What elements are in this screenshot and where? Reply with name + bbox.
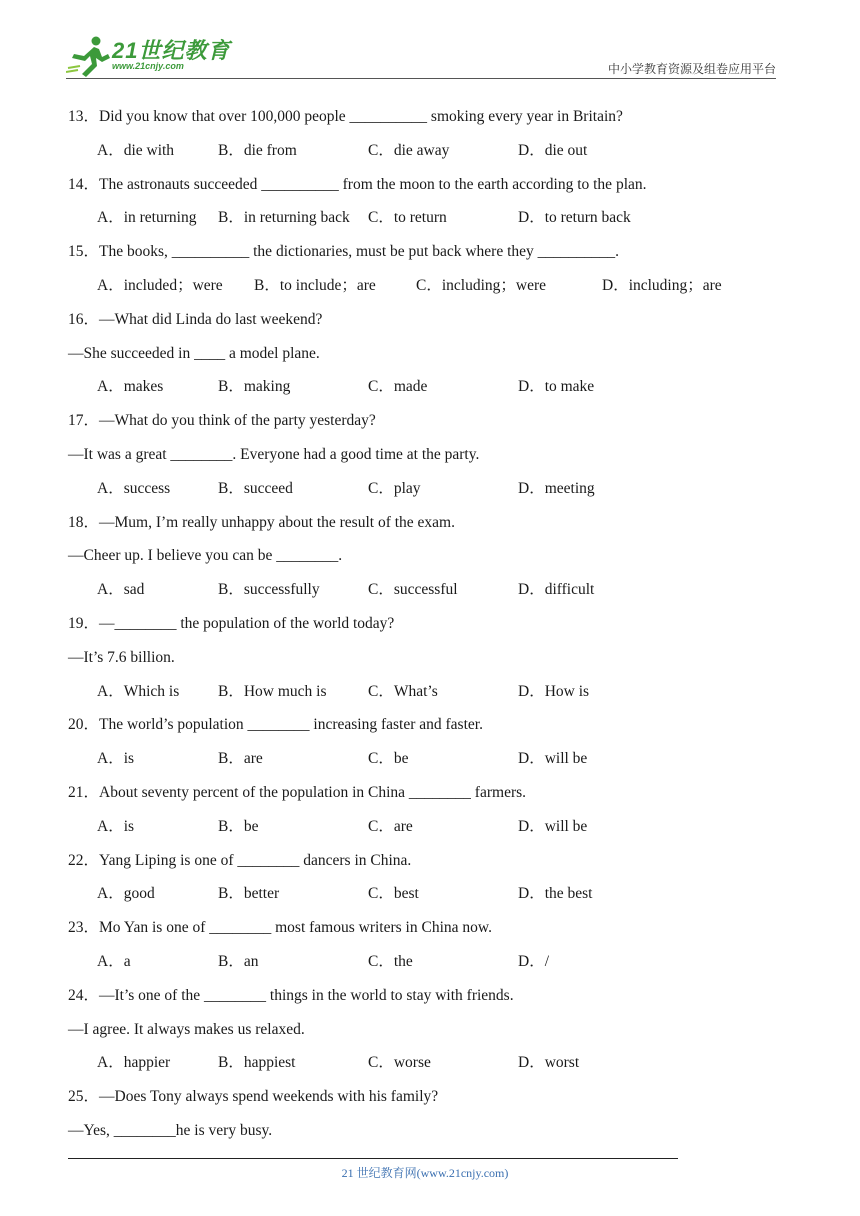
option-c: C．play <box>368 479 421 497</box>
answer-options <box>68 201 788 235</box>
option-d: D．worst <box>518 1054 580 1072</box>
footer-divider <box>68 1158 678 1159</box>
answer-options <box>68 370 788 404</box>
question-stem: 20．The world’s population ________ increasing faster and faster. <box>68 716 483 734</box>
option-a: A．included；were <box>97 276 223 294</box>
answer-options <box>68 742 788 776</box>
option-a: A．is <box>97 750 135 768</box>
question-line: —She succeeded in ____ a model plane. <box>68 344 320 362</box>
option-a: A．makes <box>97 378 164 396</box>
answer-options <box>68 134 788 168</box>
option-d: D．will be <box>518 817 588 835</box>
option-c: C．are <box>368 817 413 835</box>
option-c: C．best <box>368 885 419 903</box>
page-header <box>0 0 860 86</box>
option-a: A．a <box>97 952 131 970</box>
question-stem: 19．—________ the population of the world today? <box>68 614 395 632</box>
question-stem: 13．Did you know that over 100,000 people __________ smoking every year in Britain? <box>68 108 623 125</box>
logo-text: 21世纪教育 <box>112 38 231 63</box>
option-b: B．successfully <box>218 581 320 599</box>
option-b: B．happiest <box>218 1054 296 1072</box>
option-d: D．will be <box>518 750 588 768</box>
option-b: B．an <box>218 952 259 970</box>
option-a: A．is <box>97 817 135 835</box>
option-a: A．happier <box>97 1054 171 1072</box>
question-stem: 15．The books, __________ the dictionaries, must be put back where they __________. <box>68 243 620 261</box>
question-line: —It’s 7.6 billion. <box>68 648 175 666</box>
footer-source[interactable]: 21 世纪教育网(www.21cnjy.com) <box>341 1166 509 1180</box>
option-a: A．sad <box>97 581 145 599</box>
question-line: —I agree. It always makes us relaxed. <box>68 1020 305 1038</box>
question-stem: 14．The astronauts succeeded __________ from the moon to the earth according to the plan. <box>68 175 647 193</box>
option-d: D．die out <box>518 141 588 159</box>
option-a: A．Which is <box>97 682 180 700</box>
question-list <box>68 100 788 1148</box>
option-b: B．in returning back <box>218 209 350 227</box>
answer-options <box>68 269 788 303</box>
option-c: C．What’s <box>368 682 438 700</box>
answer-options <box>68 877 788 911</box>
option-b: B．to include；are <box>254 276 376 294</box>
option-c: C．worse <box>368 1054 431 1072</box>
option-a: A．in returning <box>97 209 197 227</box>
question-line: —Yes, ________he is very busy. <box>68 1121 273 1139</box>
logo-url: www.21cnjy.com <box>112 61 184 71</box>
question-line: —Cheer up. I believe you can be ________. <box>68 547 343 565</box>
answer-options <box>68 573 788 607</box>
option-c: C．to return <box>368 209 447 227</box>
question-stem: 18．—Mum, I’m really unhappy about the result of the exam. <box>68 513 455 531</box>
option-a: A．good <box>97 885 155 903</box>
option-b: B．be <box>218 817 259 835</box>
question-stem: 25．—Does Tony always spend weekends with his family? <box>68 1088 439 1106</box>
question-stem: 22．Yang Liping is one of ________ dancers in China. <box>68 851 412 869</box>
option-b: B．are <box>218 750 263 768</box>
option-c: C．made <box>368 378 428 396</box>
option-d: D．to make <box>518 378 595 396</box>
question-stem: 24．—It’s one of the ________ things in the world to stay with friends. <box>68 986 514 1004</box>
option-c: C．the <box>368 952 413 970</box>
question-stem: 16．—What did Linda do last weekend? <box>68 310 323 328</box>
option-d: D．/ <box>518 952 550 970</box>
runner-logo-icon <box>66 34 114 78</box>
option-d: D．difficult <box>518 581 595 599</box>
answer-options <box>68 945 788 979</box>
answer-options <box>68 675 788 709</box>
option-b: B．die from <box>218 141 297 159</box>
option-c: C．be <box>368 750 409 768</box>
answer-options <box>68 1046 788 1080</box>
site-logo[interactable] <box>66 34 236 78</box>
option-c: C．including；were <box>416 276 547 294</box>
option-c: C．die away <box>368 141 450 159</box>
question-stem: 21．About seventy percent of the population in China ________ farmers. <box>68 783 527 801</box>
option-d: D．to return back <box>518 209 631 227</box>
header-divider <box>66 78 776 79</box>
platform-name: 中小学教育资源及组卷应用平台 <box>607 62 776 76</box>
option-c: C．successful <box>368 581 458 599</box>
option-d: D．meeting <box>518 479 595 497</box>
option-b: B．How much is <box>218 682 327 700</box>
question-line: —It was a great ________. Everyone had a good time at the party. <box>68 445 480 463</box>
option-b: B．making <box>218 378 291 396</box>
question-stem: 23．Mo Yan is one of ________ most famous writers in China now. <box>68 919 492 937</box>
answer-options <box>68 810 788 844</box>
option-a: A．success <box>97 479 171 497</box>
option-d: D．including；are <box>602 276 722 294</box>
option-b: B．succeed <box>218 479 293 497</box>
answer-options <box>68 472 788 506</box>
option-d: D．How is <box>518 682 590 700</box>
option-a: A．die with <box>97 141 175 159</box>
option-b: B．better <box>218 885 280 903</box>
question-stem: 17．—What do you think of the party yesterday? <box>68 412 376 430</box>
option-d: D．the best <box>518 885 593 903</box>
